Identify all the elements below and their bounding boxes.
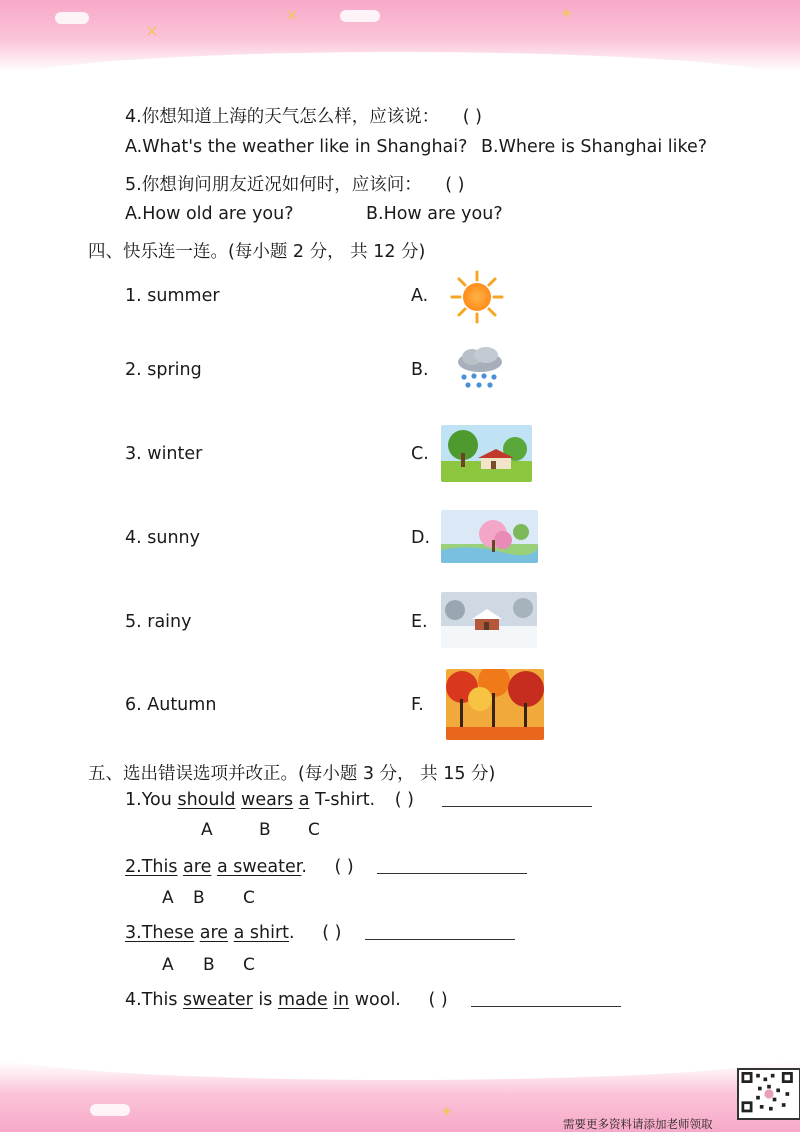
- match-left-4: 4. sunny: [125, 528, 201, 548]
- cloud-decoration: [90, 1104, 130, 1116]
- option-letter-c: C: [243, 955, 255, 975]
- sentence-word: 4.This: [125, 990, 178, 1010]
- underlined-word-a: 2.This: [125, 857, 178, 877]
- question-5-3: [125, 921, 515, 943]
- star-decoration: ✦: [560, 4, 574, 23]
- underlined-word-a: 3.These: [125, 923, 195, 943]
- question-5-1: [125, 788, 592, 810]
- underlined-word-b: are: [199, 923, 229, 943]
- star-decoration: ✦: [440, 1102, 454, 1121]
- option-a: A.How old are you?: [125, 204, 294, 224]
- sentence-word: wool.: [354, 990, 401, 1010]
- option-b: B.How are you?: [366, 204, 503, 224]
- underlined-word-c: a: [298, 790, 310, 810]
- match-left-2: 2. spring: [125, 360, 202, 380]
- match-letter-c: C.: [411, 444, 429, 464]
- sun-image: [450, 270, 504, 324]
- question-3-4-options: [125, 137, 707, 157]
- answer-blank[interactable]: [442, 788, 592, 807]
- spring-tree-image: [441, 510, 538, 563]
- sentence-word: is: [258, 990, 273, 1010]
- option-letter-b: B: [259, 820, 271, 840]
- summer-house-image: [441, 425, 532, 482]
- option-letter-c: C: [243, 888, 255, 908]
- cloud-decoration: [55, 12, 89, 24]
- sentence-word: .: [289, 923, 295, 943]
- answer-paren: ( ): [445, 175, 465, 195]
- winter-house-image: [441, 592, 537, 648]
- question-3-5-options: [125, 204, 294, 224]
- qr-code: [737, 1068, 800, 1120]
- rain-cloud-image: [454, 346, 506, 392]
- question-text: 5.你想询问朋友近况如何时，应该问：: [125, 175, 422, 195]
- option-a: A.What's the weather like in Shanghai?: [125, 137, 468, 157]
- option-letter-a: A: [162, 955, 174, 975]
- match-left-3: 3. winter: [125, 444, 203, 464]
- answer-blank[interactable]: [365, 921, 515, 940]
- cloud-decoration: [340, 10, 380, 22]
- match-left-5: 5. rainy: [125, 612, 192, 632]
- star-decoration: ✕: [285, 6, 299, 25]
- match-letter-b: B.: [411, 360, 429, 380]
- question-3-5-option-b: [366, 204, 503, 224]
- option-letter-a: A: [162, 888, 174, 908]
- option-b: B.Where is Shanghai like?: [481, 137, 708, 157]
- sentence-word: T-shirt.: [315, 790, 376, 810]
- sentence-word: .: [301, 857, 307, 877]
- underlined-word-a: sweater: [183, 990, 253, 1010]
- underlined-word-c: a sweater: [216, 857, 302, 877]
- option-letter-b: B: [203, 955, 215, 975]
- section-4-heading: 四、快乐连一连。(每小题 2 分， 共 12 分): [88, 242, 426, 262]
- question-5-2: [125, 855, 527, 877]
- underlined-word-b: made: [277, 990, 328, 1010]
- underlined-word-a: should: [177, 790, 236, 810]
- answer-paren: ( ): [428, 990, 448, 1010]
- option-letter-b: B: [193, 888, 205, 908]
- option-letter-c: C: [308, 820, 320, 840]
- underlined-word-b: are: [183, 857, 212, 877]
- sentence-word: 1.You: [125, 790, 172, 810]
- underlined-word-c: a shirt: [233, 923, 290, 943]
- underlined-word-c: in: [333, 990, 350, 1010]
- answer-paren: ( ): [462, 107, 482, 127]
- option-letter-a: A: [201, 820, 213, 840]
- question-3-5: [125, 171, 465, 196]
- top-banner: [0, 0, 800, 72]
- section-5-heading: 五、选出错误选项并改正。(每小题 3 分， 共 15 分): [88, 764, 496, 784]
- footer-note: 需要更多资料请添加老师领取: [563, 1117, 713, 1131]
- match-left-1: 1. summer: [125, 286, 220, 306]
- question-text: 4.你想知道上海的天气怎么样，应该说：: [125, 107, 440, 127]
- answer-blank[interactable]: [377, 855, 527, 874]
- answer-paren: ( ): [394, 790, 414, 810]
- match-letter-f: F.: [411, 695, 424, 715]
- match-letter-e: E.: [411, 612, 428, 632]
- match-letter-a: A.: [411, 286, 429, 306]
- autumn-forest-image: [446, 669, 544, 740]
- question-3-4: [125, 103, 482, 128]
- star-decoration: ✕: [145, 22, 159, 41]
- answer-blank[interactable]: [471, 988, 621, 1007]
- underlined-word-b: wears: [241, 790, 294, 810]
- answer-paren: ( ): [334, 857, 354, 877]
- answer-paren: ( ): [322, 923, 342, 943]
- match-letter-d: D.: [411, 528, 431, 548]
- match-left-6: 6. Autumn: [125, 695, 217, 715]
- question-5-4: [125, 988, 621, 1010]
